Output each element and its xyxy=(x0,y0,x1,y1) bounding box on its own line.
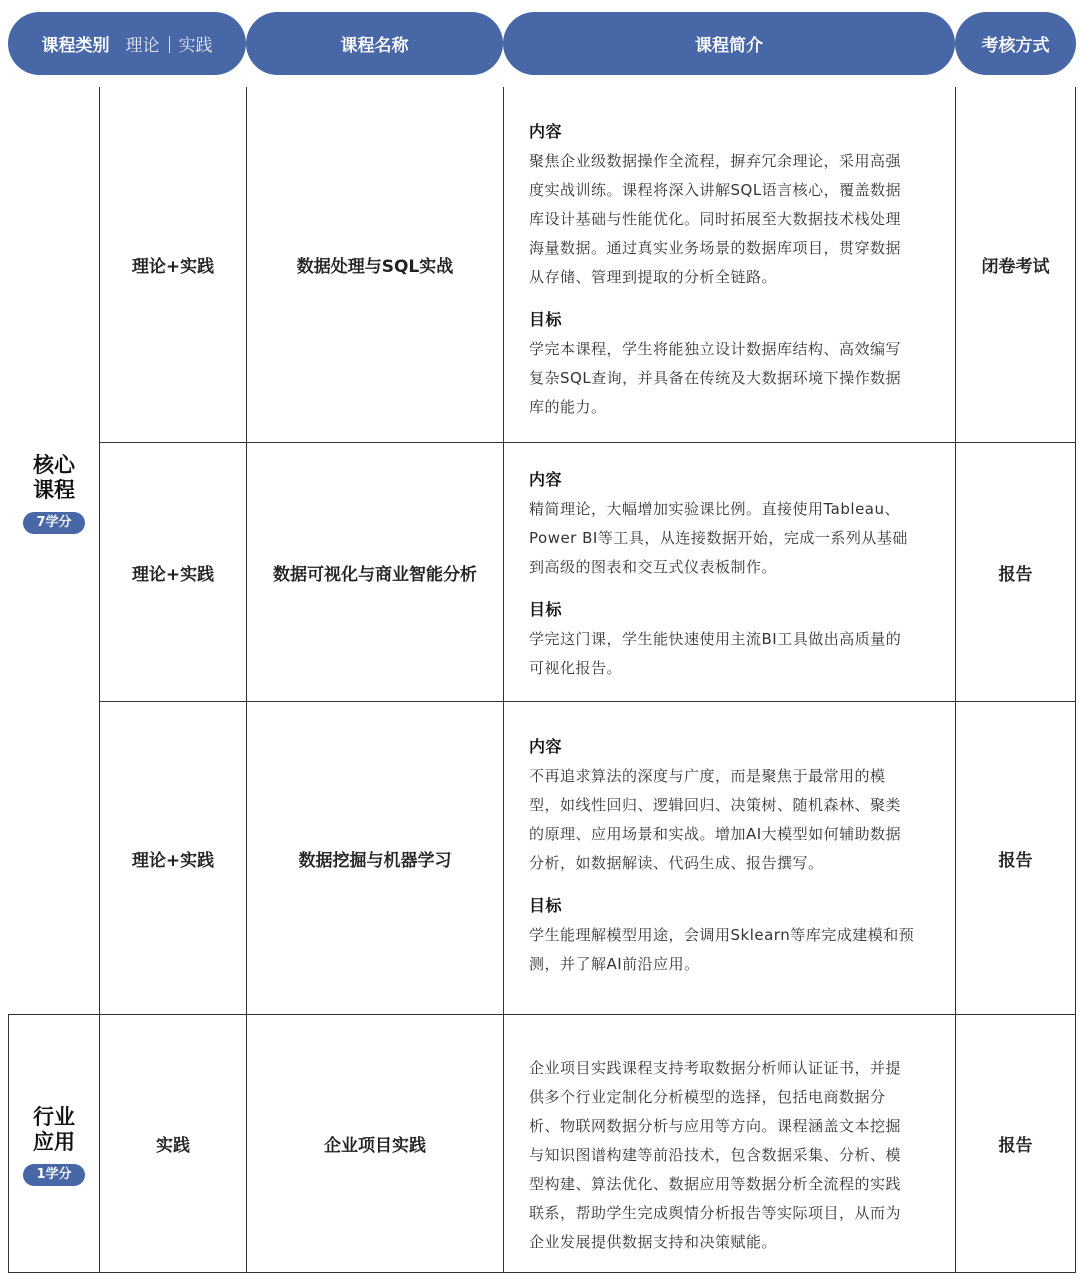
goal-line: 库的能力。 xyxy=(529,398,607,416)
goal-line: 可视化报告。 xyxy=(529,659,623,677)
content-label: 内容 xyxy=(529,470,563,489)
content-line: 型构建、算法优化、数据应用等数据分析全流程的实践 xyxy=(529,1175,902,1193)
header-assessment xyxy=(955,12,1076,75)
header-category-sub-practice: 实践 xyxy=(178,36,213,56)
content-line: 聚焦企业级数据操作全流程，摒弃冗余理论，采用高强 xyxy=(529,152,902,170)
header-category xyxy=(8,12,246,75)
goal-label: 目标 xyxy=(529,310,563,329)
assessment-method: 报告 xyxy=(998,850,1033,871)
header-assessment-label: 考核方式 xyxy=(981,36,1050,56)
goal-line: 学完本课程，学生将能独立设计数据库结构、高效编写 xyxy=(529,340,902,358)
course-name: 数据可视化与商业智能分析 xyxy=(273,564,477,585)
content-line: 精简理论，大幅增加实验课比例。直接使用Tableau、 xyxy=(529,500,900,518)
content-line: 度实战训练。课程将深入讲解SQL语言核心，覆盖数据 xyxy=(529,181,902,199)
group-core xyxy=(8,453,100,534)
table-line xyxy=(1075,87,1076,1273)
group-industry xyxy=(8,1105,100,1186)
content-label: 内容 xyxy=(529,737,563,756)
course-type: 理论+实践 xyxy=(131,850,215,871)
content-line: 企业发展提供数据支持和决策赋能。 xyxy=(529,1233,778,1251)
content-line: 到高级的图表和交互式仪表板制作。 xyxy=(529,558,778,576)
header-category-label: 课程类别 xyxy=(41,36,110,56)
content-line: 的原理、应用场景和实战。增加AI大模型如何辅助数据 xyxy=(529,825,902,843)
course-description xyxy=(529,117,917,422)
content-line: 从存储、管理到提取的分析全链路。 xyxy=(529,268,778,286)
table-line xyxy=(503,87,504,1273)
header-course-name xyxy=(246,12,503,75)
header-course-name-label: 课程名称 xyxy=(340,36,409,56)
content-line: 型，如线性回归、逻辑回归、决策树、随机森林、聚类 xyxy=(529,796,902,814)
content-line: 分析，如数据解读、代码生成、报告撰写。 xyxy=(529,854,824,872)
goal-label: 目标 xyxy=(529,896,563,915)
content-line: 与知识图谱构建等前沿技术，包含数据采集、分析、模 xyxy=(529,1146,902,1164)
course-name: 数据挖掘与机器学习 xyxy=(298,850,452,871)
credit-badge: 7学分 xyxy=(23,512,85,534)
table-line xyxy=(8,1272,1076,1273)
content-line: 海量数据。通过真实业务场景的数据库项目，贯穿数据 xyxy=(529,239,902,257)
header-course-intro-label: 课程简介 xyxy=(695,36,763,56)
course-description xyxy=(529,465,917,683)
credit-badge: 1学分 xyxy=(23,1164,85,1186)
header-divider xyxy=(169,36,170,53)
header-category-sub xyxy=(126,31,213,56)
content-line: 供多个行业定制化分析模型的选择，包括电商数据分 xyxy=(529,1088,886,1106)
course-type: 实践 xyxy=(156,1136,190,1156)
header-course-intro xyxy=(503,12,955,75)
course-description xyxy=(529,1054,917,1257)
goal-line: 学生能理解模型用途，会调用Sklearn等库完成建模和预 xyxy=(529,926,915,944)
assessment-method: 报告 xyxy=(998,564,1033,585)
content-line: 析、物联网数据分析与应用等方向。课程涵盖文本挖掘 xyxy=(529,1117,902,1135)
header-category-sub-theory: 理论 xyxy=(125,36,160,56)
assessment-method: 报告 xyxy=(998,1136,1033,1156)
group-title: 核心课程 xyxy=(33,453,75,502)
goal-line: 复杂SQL查询，并具备在传统及大数据环境下操作数据 xyxy=(529,369,902,387)
goal-line: 测，并了解AI前沿应用。 xyxy=(529,955,700,973)
content-line: 不再追求算法的深度与广度，而是聚焦于最常用的模 xyxy=(529,767,886,785)
content-label: 内容 xyxy=(529,122,563,141)
course-name: 数据处理与SQL实战 xyxy=(296,257,454,277)
course-type: 理论+实践 xyxy=(131,564,215,585)
content-line: 联系，帮助学生完成舆情分析报告等实际项目，从而为 xyxy=(529,1204,902,1222)
goal-line: 学完这门课，学生能快速使用主流BI工具做出高质量的 xyxy=(529,630,902,648)
course-description xyxy=(529,732,917,979)
group-title: 行业应用 xyxy=(33,1105,75,1154)
course-type: 理论+实践 xyxy=(131,257,215,277)
content-line: 企业项目实践课程支持考取数据分析师认证证书，并提 xyxy=(529,1059,902,1077)
course-name: 企业项目实践 xyxy=(324,1136,426,1156)
content-line: 库设计基础与性能优化。同时拓展至大数据技术栈处理 xyxy=(529,210,902,228)
goal-label: 目标 xyxy=(529,600,563,619)
content-line: Power BI等工具，从连接数据开始，完成一系列从基础 xyxy=(529,529,908,547)
assessment-method: 闭卷考试 xyxy=(981,257,1050,277)
